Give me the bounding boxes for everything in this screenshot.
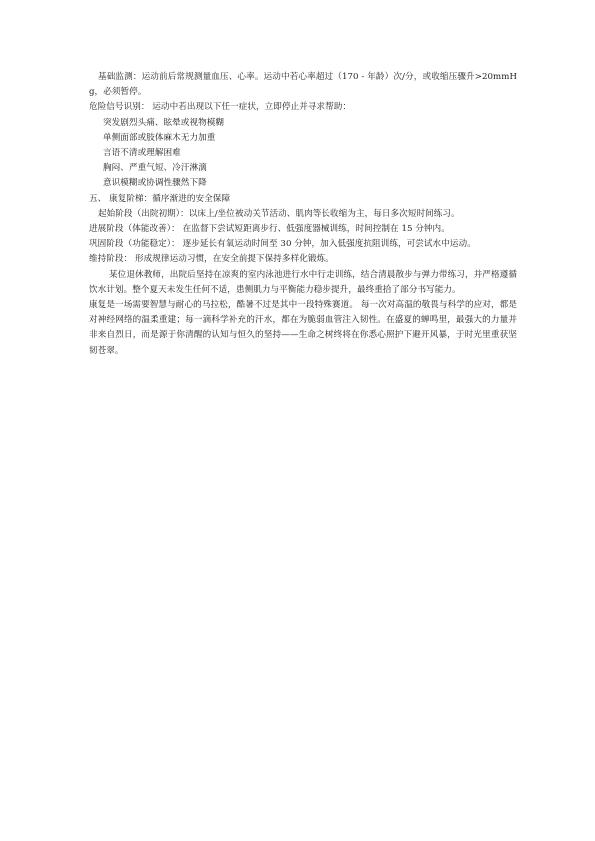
stage-progress-paragraph: 进展阶段（体能改善）： 在监督下尝试短距离步行、低强度器械训练，时间控制在 15 分钟内。 bbox=[89, 224, 450, 235]
document-body bbox=[89, 70, 517, 359]
closing-paragraph: 康复是一场需要智慧与耐心的马拉松，酷暑不过是其中一段特殊赛道。 每一次对高温的敬畏与科学的应对，都是对神经网络的温柔重建；每一滴科学补充的汗水，都在为脆弱血管注入韧性。在盛夏的蝉鸣里，最强大的力量并非来自烈日，而是源于你清醒的认知与恒久的坚持——生命之树终将在你悉心照护下避开风暴，于时光里重获坚韧苍翠。 bbox=[89, 300, 517, 356]
danger-signal-heading: 危险信号识别： 运动中若出现以下任一症状，立即停止并寻求帮助： bbox=[89, 102, 352, 113]
danger-item-chest: 胸闷、严重气短、冷汗淋漓 bbox=[103, 163, 207, 174]
case-story-paragraph: 某位退休教师，出院后坚持在凉爽的室内泳池进行水中行走训练，结合清晨散步与弹力带练习，并严格遵循饮水计划。整个夏天未发生任何不适，患侧肌力与平衡能力稳步提升，最终重拾了部分书写能力。 bbox=[89, 269, 517, 295]
stage-start-paragraph: 起始阶段（出院初期）：以床上/坐位被动关节活动、肌肉等长收缩为主，每日多次短时间练习。 bbox=[98, 208, 460, 219]
danger-item-speech: 言语不清或理解困难 bbox=[103, 148, 181, 159]
section-five-title: 五、 康复阶梯：循序渐进的安全保障 bbox=[89, 193, 231, 204]
danger-item-consciousness: 意识模糊或协调性骤然下降 bbox=[103, 178, 207, 189]
stage-maintain-paragraph: 维持阶段： 形成规律运动习惯，在安全前提下保持多样化锻炼。 bbox=[89, 254, 334, 265]
danger-item-headache: 突发剧烈头痛、眩晕或视物模糊 bbox=[103, 117, 225, 128]
danger-item-numbness: 单侧面部或肢体麻木无力加重 bbox=[103, 132, 216, 143]
basic-monitoring-paragraph: 基础监测：运动前后常规测量血压、心率。运动中若心率超过（170 - 年龄）次/分，或收缩压骤升>20mmHg，必须暂停。 bbox=[89, 72, 517, 98]
stage-consolidate-paragraph: 巩固阶段（功能稳定）： 逐步延长有氧运动时间至 30 分钟，加入低强度抗阻训练，可尝试水中运动。 bbox=[89, 239, 476, 250]
